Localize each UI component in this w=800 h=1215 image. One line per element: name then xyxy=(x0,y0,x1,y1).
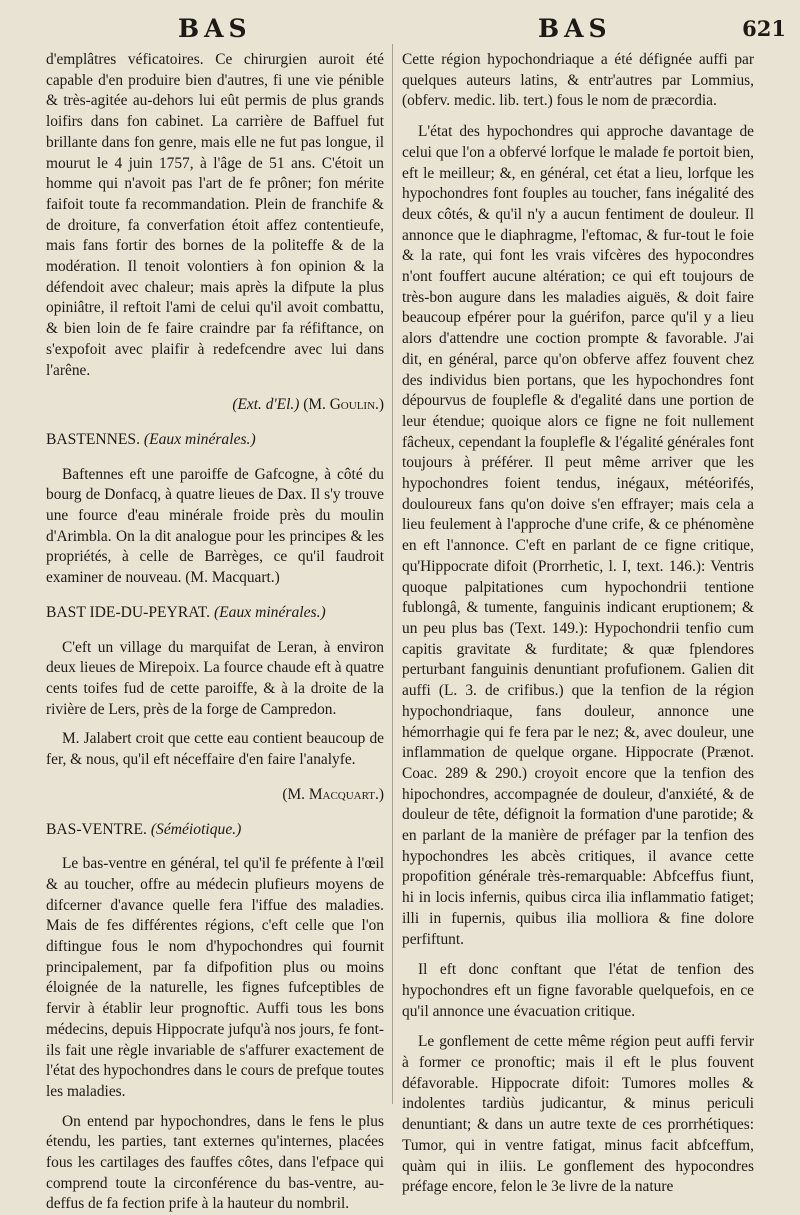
hypochondre-state-paragraph: L'état des hypochondres qui approche davantage de celui que l'on a obfervé lorfque le malade fe portoit bien, eft le meilleur; &, en général, cet état a lieu, lorfque les hypochondres font fouples au toucher, fans inégalité des deux côtés, & qu'il n'y a aucun fentiment de douleur. Il annonce que le diaphragme, l'eftomac, & fur-tout le foie & la rate, qui font les vrais vifcères des hypocondres n'ont fouffert aucune altération; ce qui eft toujours de très-bon augure dans les maladies aiguës, & doit faire beaucoup efpérer pour la guérifon, parce qu'il y a lieu alors d'attendre une coction prompte & favorable. J'ai dit, en général, parce qu'on obferve affez fouvent chez des individus bien portans, que les hypochondres font dépourvus de fouplefle & d'egalité dans une portion de leur étendue; quoique alors ce figne ne foit nullement fâcheux, cependant la fouplefle & l'égalité générales font toujours à préférer. Il peut même arriver que les hypochondres foient tendus, inégaux, météorifés, douloureux fans qu'on doive s'en effrayer; mais cela a lieu feulement à l'approche d'une crife, & ce phénomène en eft l'annonce. C'eft en parlant de ce figne critique, qu'Hippocrate difoit (Prorrhetic, l. I, text. 146.): Ventris quoque palpitationes cum hypochondrii tentione fublongâ, & tumente, fanguinis indicant eruptionem; & un peu plus bas (Text. 149.): Hypochondrii tenfio cum capitis gravitate & furditate; & quæ fplendores perturbant fanguinis denuntiant profufionem. Galien dit auffi (L. 3. de crifibus.) que la tenfion de la région hypochondriaque, fans douleur, annonce une hémorrhagie qui fe fera par le nez; &, avec douleur, une inflammation de quelque organe. Hippocrate (Prænot. Coac. 289 & 290.) croyoit encore que la tenfion des hipochondres, accompagnée de douleur, d'anxiété, & de douleur de tête, défignoit la formation d'une parotide; & en parlant de la manière de préfager par la tenfion des hypochondres les abcès critiques, il avance cette propofition générale très-remarquable: Abfceffus fiunt, hi in locis infernis, quibus circa ilia inflammatio fatiget; illi in fupernis, quibus ilia molliora & fine dolore perfiftunt. xyxy=(402,123,754,948)
paragraph-gap xyxy=(402,112,754,122)
column-divider xyxy=(392,44,393,1104)
entry-bastennes-title: BASTENNES. xyxy=(46,430,141,448)
hypochondre-region-paragraph: Cette région hypochondriaque a été défignée auffi par quelques auteurs latins, & entr'autres par Lommius, (obferv. medic. lib. tert.) fous le nom de præcordia. xyxy=(402,51,754,110)
entry-bastennes-subject: (Eaux minérales.) xyxy=(143,430,256,448)
bastide-author: (M. Macquart.) xyxy=(282,785,384,803)
swelling-paragraph: Le gonflement de cette même région peut auffi fervir à former ce pronoftic; mais il eft le plus fouvent défavorable. Hippocrate difoit: Tumores molles & indolentes tardiùs judicantur, & minus periculi denuntiant; & dans un autre texte de ces prorrhétiques: Tumor, qui in ventre fatigat, minus facit abfceffum, quàm qui in iliis. Le gonflement des hypocondres préfage encore, felon le 3e livre de la nature xyxy=(402,1033,754,1196)
entry-bastide-subject: (Eaux minérales.) xyxy=(213,603,326,621)
running-head-right: BAS xyxy=(538,14,612,43)
basuel-signature xyxy=(46,395,384,416)
tension-sign-paragraph: Il eft donc conftant que l'état de tenfion des hypochondres eft un figne favorable quelquefois, en ce qu'il annonce une évacuation critique. xyxy=(402,961,754,1020)
basventre-paragraph-2: On entend par hypochondres, dans le fens le plus étendu, les parties, tant externes qu'internes, placées fous les cartilages des fauffes côtes, dans l'efpace qui comprend toute la circonférence du bas-ventre, au-deffus de fa fection prife à la hauteur du nombril. xyxy=(46,1112,384,1213)
basuel-author: (M. Goulin.) xyxy=(303,396,384,414)
left-column xyxy=(46,50,384,1215)
entry-basventre-subject: (Séméiotique.) xyxy=(150,820,242,838)
bastide-signature xyxy=(46,785,384,806)
basuel-biography-paragraph: d'emplâtres véficatoires. Ce chirurgien auroit été capable d'en produire bien d'autres, fi une vie pénible & très-agitée au-dehors lui eût permis de plus grands loifirs dans fon cabinet. La carrière de Baffuel fut brillante dans fon genre, mais elle ne fut pas longue, il mourut le 4 juin 1757, à l'âge de 51 ans. C'étoit un homme qui n'avoit pas l'art de fe prôner; fon mérite faifoit toute fa recommandation. Plein de franchife & de droiture, fa converfation étoit affez contentieufe, mais fans fortir des bornes de la politeffe & de la modération. Il tenoit volontiers à fon opinion & la défendoit avec chaleur; mais après la difpute la plus opiniâtre, il reftoit l'ami de celui qu'il avoit combattu, & bien loin de fe faire craindre par fa réfiftance, on s'expofoit avec plaifir à redefcendre avec lui dans l'arêne. xyxy=(46,51,384,379)
basuel-source: (Ext. d'El.) xyxy=(232,396,300,414)
entry-basventre-title: BAS-VENTRE. xyxy=(46,820,147,838)
bastennes-paragraph: Baftennes eft une paroiffe de Gafcogne, à côté du bourg de Donfacq, à quatre lieues de Dax. Il s'y trouve une fource d'eau minérale froide près du moulin d'Arimbla. On la dit analogue pour les principes & les propriétés, à celle de Barrèges, ce qu'il faudroit examiner de nouveau. (M. Macquart.) xyxy=(46,465,384,587)
entry-bastide-title: BAST IDE-DU-PEYRAT. xyxy=(46,603,211,621)
entry-bastide-heading xyxy=(46,603,384,624)
right-column xyxy=(402,50,754,1198)
entry-basventre-heading xyxy=(46,820,384,841)
basventre-paragraph-1: Le bas-ventre en général, tel qu'il fe préfente à l'œil & au toucher, offre au médecin plufieurs moyens de difcerner d'avance quelle fera l'iffue des maladies. Mais de fes différentes régions, c'eft celle que l'on diftingue fous le nom d'hypochondres qui fournit principalement, par fa difpofition plus ou moins éloignée de la naturelle, les fignes fufceptibles de fervir à établir leur prognoftic. Auffi tous les bons médecins, depuis Hippocrate jufqu'à nos jours, fe font-ils fait une règle invariable de s'affurer exactement de l'état des hypochondres dans le cours de prefque toutes les maladies. xyxy=(46,855,384,1100)
entry-bastennes-heading xyxy=(46,430,384,451)
bastide-paragraph-2: M. Jalabert croit que cette eau contient beaucoup de fer, & nous, qu'il eft néceffaire d'en faire l'analyfe. xyxy=(46,730,384,769)
paragraph-gap xyxy=(402,1022,754,1032)
paragraph-gap xyxy=(402,950,754,960)
running-head-left: BAS xyxy=(178,14,252,43)
page-number: 621 xyxy=(742,16,786,41)
bastide-paragraph-1: C'eft un village du marquifat de Leran, à environ deux lieues de Mirepoix. La fource chaude eft à quatre cents toifes fud de cette paroiffe, & à la droite de la rivière de Lers, près de la forge de Campredon. xyxy=(46,638,384,718)
